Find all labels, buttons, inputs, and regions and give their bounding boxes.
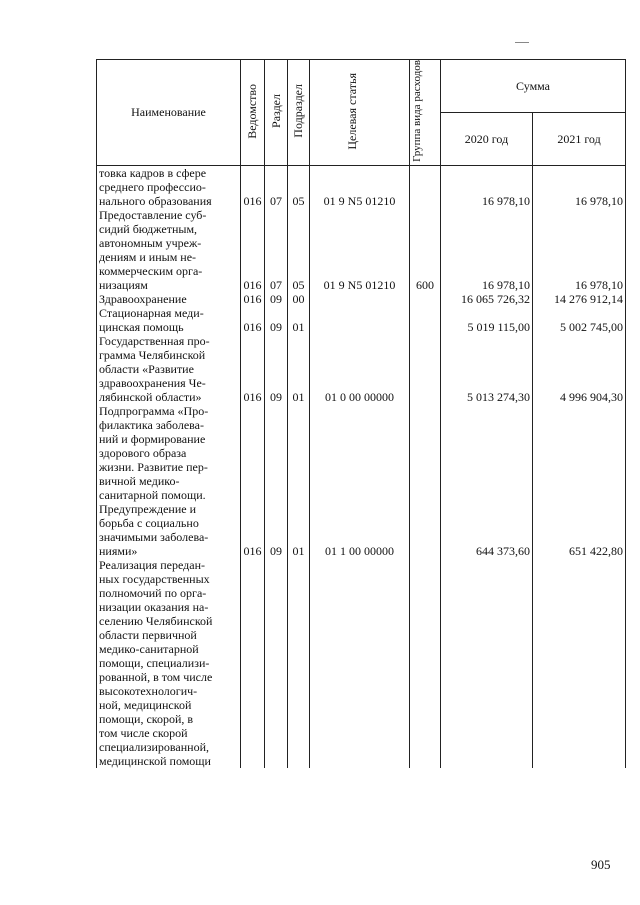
cell-sum-2021: 16 978,10 — [533, 165, 626, 208]
name-line: грамма Челябинской — [99, 347, 206, 362]
cell-tselevaya-statya — [310, 292, 410, 306]
name-line: автономным учреж- — [99, 235, 202, 250]
cell-tselevaya-statya: 01 0 00 00000 — [310, 334, 410, 404]
table-header — [97, 60, 626, 166]
name-line: ниями» — [99, 543, 138, 558]
name-line: низации оказания на- — [99, 599, 209, 614]
header-tselevaya-statya: Целевая статья — [310, 60, 410, 166]
cell-sum-2020: 5 019 115,00 — [441, 306, 533, 334]
name-line: селению Челябинской — [99, 613, 213, 628]
cell-podrazdel: 05 — [288, 208, 310, 292]
cell-gruppa-vida-rashodov — [410, 292, 441, 306]
budget-table — [96, 59, 626, 768]
cell-razdel: 09 — [265, 334, 288, 404]
header-gruppa-vida-rashodov: Группа вида расходов — [410, 60, 441, 166]
cell-podrazdel: 01 — [288, 306, 310, 334]
name-line: Реализация передан- — [99, 557, 206, 572]
cell-name — [97, 292, 241, 306]
cell-name — [97, 165, 241, 208]
cell-podrazdel: 05 — [288, 165, 310, 208]
name-line: Подпрограмма «Про- — [99, 403, 209, 418]
table-row — [97, 165, 626, 208]
cell-sum-2021 — [533, 558, 626, 768]
cell-sum-2021: 14 276 912,14 — [533, 292, 626, 306]
cell-sum-2021: 5 002 745,00 — [533, 306, 626, 334]
name-line: помощи, специализи- — [99, 655, 210, 670]
name-line: ных государственных — [99, 571, 210, 586]
cell-gruppa-vida-rashodov: 600 — [410, 208, 441, 292]
cell-podrazdel: 01 — [288, 334, 310, 404]
name-line: нального образования — [99, 193, 212, 208]
table-row — [97, 208, 626, 292]
name-line: санитарной помощи. — [99, 487, 206, 502]
name-line: сидий бюджетным, — [99, 221, 198, 236]
table-row — [97, 292, 626, 306]
cell-name — [97, 404, 241, 558]
header-year-2021: 2021 год — [533, 112, 626, 165]
cell-sum-2020: 5 013 274,30 — [441, 334, 533, 404]
name-line: высокотехнологич- — [99, 683, 198, 698]
cell-sum-2020: 644 373,60 — [441, 404, 533, 558]
cell-sum-2021: 651 422,80 — [533, 404, 626, 558]
cell-sum-2021: 4 996 904,30 — [533, 334, 626, 404]
name-line: ний и формирование — [99, 431, 206, 446]
header-podrazdel: Подраздел — [288, 60, 310, 166]
name-line: области «Развитие — [99, 361, 194, 376]
cell-vedomstvo: 016 — [241, 334, 265, 404]
cell-razdel: 09 — [265, 306, 288, 334]
name-line: Предоставление суб- — [99, 207, 207, 222]
name-line: дениям и иным не- — [99, 249, 197, 264]
header-year-2020: 2020 год — [441, 112, 533, 165]
cell-gruppa-vida-rashodov — [410, 558, 441, 768]
table-body — [97, 165, 626, 768]
name-line: здравоохранения Че- — [99, 375, 206, 390]
cell-podrazdel: 01 — [288, 404, 310, 558]
cell-razdel: 09 — [265, 292, 288, 306]
name-line: специализированной, — [99, 739, 210, 754]
name-line: ной, медицинской — [99, 697, 192, 712]
cell-podrazdel: 00 — [288, 292, 310, 306]
name-line: помощи, скорой, в — [99, 711, 194, 726]
corner-mark — [515, 42, 529, 43]
cell-tselevaya-statya: 01 9 N5 01210 — [310, 165, 410, 208]
table-row — [97, 558, 626, 768]
name-line: рованной, в том числе — [99, 669, 213, 684]
cell-tselevaya-statya — [310, 558, 410, 768]
cell-vedomstvo: 016 — [241, 306, 265, 334]
name-line: том числе скорой — [99, 725, 188, 740]
name-line: Здравоохранение — [99, 291, 187, 306]
name-line: низациям — [99, 277, 148, 292]
cell-sum-2020: 16 978,10 — [441, 165, 533, 208]
cell-vedomstvo: 016 — [241, 208, 265, 292]
header-name: Наименование — [97, 60, 241, 166]
table-row — [97, 334, 626, 404]
name-line: цинская помощь — [99, 319, 184, 334]
name-line: области первичной — [99, 627, 197, 642]
name-line: здорового образа — [99, 445, 187, 460]
cell-vedomstvo: 016 — [241, 404, 265, 558]
name-line: коммерческим орга- — [99, 263, 203, 278]
cell-name — [97, 558, 241, 768]
cell-sum-2021: 16 978,10 — [533, 208, 626, 292]
cell-gruppa-vida-rashodov — [410, 306, 441, 334]
name-line: товка кадров в сфере — [99, 165, 207, 180]
cell-razdel — [265, 558, 288, 768]
cell-razdel: 09 — [265, 404, 288, 558]
cell-razdel: 07 — [265, 208, 288, 292]
cell-sum-2020: 16 978,10 — [441, 208, 533, 292]
cell-sum-2020 — [441, 558, 533, 768]
cell-gruppa-vida-rashodov — [410, 404, 441, 558]
cell-vedomstvo — [241, 558, 265, 768]
table-row — [97, 306, 626, 334]
name-line: лябинской области» — [99, 389, 202, 404]
header-summa: Сумма — [441, 60, 626, 113]
name-line: среднего профессио- — [99, 179, 206, 194]
cell-tselevaya-statya — [310, 306, 410, 334]
cell-name — [97, 334, 241, 404]
header-vedomstvo: Ведомство — [241, 60, 265, 166]
table-row — [97, 404, 626, 558]
name-line: борьба с социально — [99, 515, 199, 530]
cell-gruppa-vida-rashodov — [410, 165, 441, 208]
cell-podrazdel — [288, 558, 310, 768]
name-line: полномочий по орга- — [99, 585, 207, 600]
cell-sum-2020: 16 065 726,32 — [441, 292, 533, 306]
cell-razdel: 07 — [265, 165, 288, 208]
header-razdel: Раздел — [265, 60, 288, 166]
page-number: 905 — [591, 857, 611, 872]
cell-vedomstvo: 016 — [241, 165, 265, 208]
name-line: вичной медико- — [99, 473, 180, 488]
name-line: медицинской помощи — [99, 753, 211, 768]
name-line: медико-санитарной — [99, 641, 199, 656]
name-line: филактика заболева- — [99, 417, 204, 432]
name-line: Предупреждение и — [99, 501, 197, 516]
name-line: Стационарная меди- — [99, 305, 204, 320]
cell-vedomstvo: 016 — [241, 292, 265, 306]
cell-tselevaya-statya: 01 1 00 00000 — [310, 404, 410, 558]
cell-name — [97, 208, 241, 292]
name-line: значимыми заболева- — [99, 529, 209, 544]
cell-name — [97, 306, 241, 334]
cell-gruppa-vida-rashodov — [410, 334, 441, 404]
cell-tselevaya-statya: 01 9 N5 01210 — [310, 208, 410, 292]
name-line: Государственная про- — [99, 333, 210, 348]
name-line: жизни. Развитие пер- — [99, 459, 208, 474]
